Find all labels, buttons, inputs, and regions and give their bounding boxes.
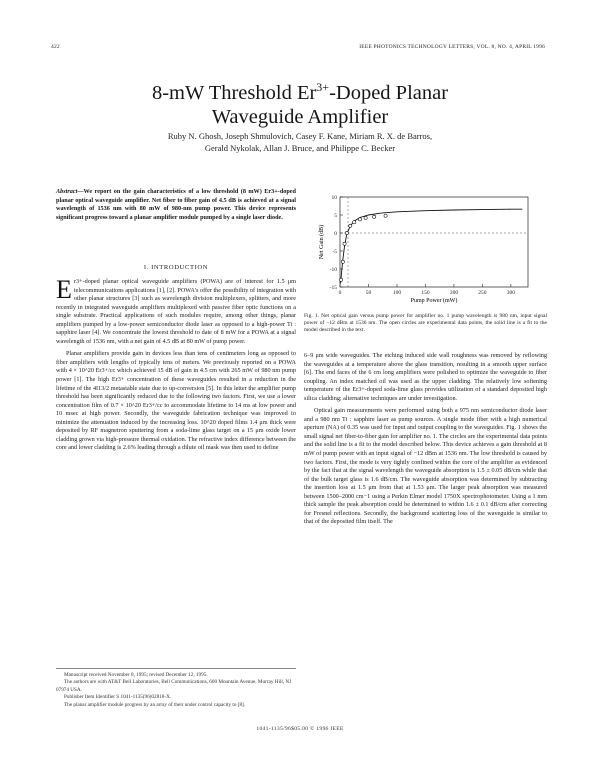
abstract-text: —We report on the gain characteristics of a low threshold (8 mW) Er3+-doped planar optical waveguide amplifier. Net fiber to fiber gain of 4.5 dB is achieved at a signal wavelength of 1536 nm with 80 mW of 980-nm pump power. This device represents significant progress toward a planar amplifier module pumped by a single laser diode. [56, 188, 296, 221]
data-point [364, 216, 367, 219]
data-point [340, 278, 343, 281]
x-tick-label: 300 [506, 290, 516, 296]
abstract-label: Abstract [56, 188, 78, 195]
intro-paragraph-1 [56, 275, 296, 346]
title-line-2: Waveguide Amplifier [211, 105, 389, 128]
y-tick-label: 0 [334, 231, 337, 237]
page-number: 422 [51, 44, 60, 50]
data-point [345, 231, 348, 234]
intro-paragraph-2: Planar amplifiers provide gain in devices less than tens of centimeters long as opposed to fiber amplifiers with lengths of typically tens of meters. We previously reported on a POWA with 4 × 10^20 Er3+/cc which achieved 15 dB of gain in 4.5 cm with 265 mW of 980 nm pump power [1]. The high Er3+ concentration of these waveguides resulted in a reduction in the lifetime of the 4I13/2 metastable state due to up-conversion [5]. In this letter the amplifier pump threshold has been significantly reduced due to the following two factors. First, we use a lower concentration film of 0.7 × 10^20 Er3+/cc to accommodate lifetime to 14 ms at low power and 10 msec at high power. Secondly, the waveguide fabrication technique was improved to minimize the attenuation induced by the increasing loss. 10^20 doped films 1.4 μm thick were deposited by RF magnetron sputtering from a soda-lime glass target on a 15 μm oxide lower cladding grown via high-pressure thermal oxidation. The refractive index difference between the core and lower cladding is 2.6% leading through a dilute oil mask was then used to define [56, 350, 296, 452]
x-tick-label: 200 [449, 290, 459, 296]
paper-title [50, 75, 550, 129]
data-point [343, 242, 346, 245]
y-tick-label: -5 [332, 249, 337, 255]
model-fit-line [341, 209, 523, 283]
data-point [349, 224, 352, 227]
footnote-3: Publisher Item Identifier S 1041-1135(96)02818-X. [64, 694, 172, 701]
journal-header: IEEE PHOTONICS TECHNOLOGY LETTERS, VOL. 8, NO. 4, APRIL 1996 [359, 44, 545, 50]
title-line-1-pre: 8-mW Threshold Er [151, 81, 317, 104]
title-superscript: 3+ [316, 80, 330, 94]
data-point [358, 218, 361, 221]
y-tick-label: 5 [334, 213, 337, 219]
section-heading: I. INTRODUCTION [143, 264, 209, 271]
body-paragraph-3: 6–9 μm wide waveguides. The etching induced side wall roughness was removed by reflowing the waveguides at a temperature above the glass transition, resulting in a smooth upper surface [6]. The end faces of the 6 cm long amplifiers were polished to optimize the waveguide to fiber coupling. An index matched oil was used as the upper cladding. The relatively low softening temperature of the Er3+-doped soda-lime glass provides utilization of a standard deposited high silica cladding; alternative techniques are under investigation. [304, 352, 547, 402]
y-axis-label: Net Gain (dB) [319, 224, 325, 260]
footnote-1: Manuscript received November 8, 1995; revised December 12, 1995. [64, 672, 208, 678]
y-tick-label: 10 [331, 195, 337, 201]
drop-cap: E [56, 275, 72, 304]
title-line-1-post: -Doped Planar [329, 81, 449, 104]
figure-1 [316, 183, 546, 309]
left-column [56, 275, 296, 453]
x-axis-label: Pump Power (mW) [410, 298, 458, 304]
gain-chart [316, 183, 546, 309]
body-paragraph-4: Optical gain measurements were performed using both a 975 nm semiconductor diode laser and a 980 nm Ti : sapphire laser as pump sources. A single mode fiber with a high numerical aperture (NA) of 0.35 was used for input and output coupling to the waveguides. Fig. 1 shows the small signal net fiber-to-fiber gain for amplifier no. 1. The circles are the experimental data points and the solid line is a fit to the model described below. This device achieves a gain threshold at 8 mW of pump power with an input signal of −12 dBm at 1536 nm. The low threshold is caused by two factors. First, the mode is very tightly confined within the core of the amplifier as evidenced by the fact that at the signal wavelength the waveguide absorption is 1.5 ± 0.05 dB/cm while that of the bulk target glass is 1.6 dB/cm. The waveguide absorption was determined by subtracting the insertion loss at 1.5 μm from that at 1.53 μm. The larger peak absorption was measured between 1500–2000 cm−1 using a Perkin Elmer model 1750X spectrophotometer. Using a 1 mm thick sample the peak absorption could be determined to within 1.6 ± 0.1 dB/cm after correcting for Fresnel reflections. Secondly, the background scattering loss of the waveguide is similar to that of the deposited film itself. The [304, 407, 547, 526]
right-column [304, 352, 547, 527]
copyright-line: 1041-1135/96$05.00 © 1996 IEEE [256, 726, 344, 732]
x-tick-label: 150 [421, 290, 430, 296]
data-point [384, 214, 387, 217]
authors-line-1: Ruby N. Ghosh, Joseph Shmulovich, Casey F. Kane, Miriam R. X. de Barros, [167, 131, 433, 141]
data-point [373, 215, 376, 218]
data-point [341, 260, 344, 263]
intro-paragraph-1-text: r3+-doped planar optical waveguide amplifiers (POWA) are of interest for 1.5 μm telecommunications applications [1], [2]. POWA's offer the possibility of integration with other planar structures [3] such as wavelength division multiplexers, splitters, and more recently in integrated waveguide amplifiers multiplexed with passive fiber optic functions on a single substrate. Practical applications of such modules require, among other things, planar amplifiers pumped by a low-power semiconductor diode laser as opposed to a high-power Ti : sapphire laser [4]. We concentrate the lowest threshold to date of 8 mW for a POWA at a signal wavelength of 1536 nm, with a net gain of 4.5 dB at 80 mW of pump power. [56, 278, 296, 345]
footnote-4: The planar amplifier module progress by an array of their under control capacity to [8]. [64, 701, 246, 708]
x-tick-label: 250 [478, 290, 487, 296]
x-tick-label: 100 [392, 290, 402, 296]
title-line-1 [50, 75, 550, 105]
chart-series [340, 209, 523, 283]
data-point [353, 221, 356, 224]
authors-line-2: Gerald Nykolak, Allan J. Bruce, and Philippe C. Becker [204, 143, 396, 153]
chart-ticks [330, 195, 516, 296]
footnotes [56, 668, 296, 709]
y-tick-label: -15 [329, 285, 337, 291]
x-tick-label: 0 [338, 290, 342, 296]
y-tick-label: -10 [329, 267, 337, 273]
abstract [56, 188, 296, 222]
x-tick-label: 50 [365, 290, 372, 296]
figure-caption: Fig. 1. Net optical gain versus pump power for amplifier no. 1 pump wavelength is 980 nm, input signal power of −12 dBm at 1536 nm. The open circles are experimental data points, the solid line is a fit to the model described in the text. [304, 313, 547, 334]
footnote-2: The authors are with AT&T Bell Laboratories, Bell Communications, 600 Mountain Avenue, Murray Hill, NJ 07974 USA. [56, 679, 292, 693]
author-list [80, 130, 520, 154]
